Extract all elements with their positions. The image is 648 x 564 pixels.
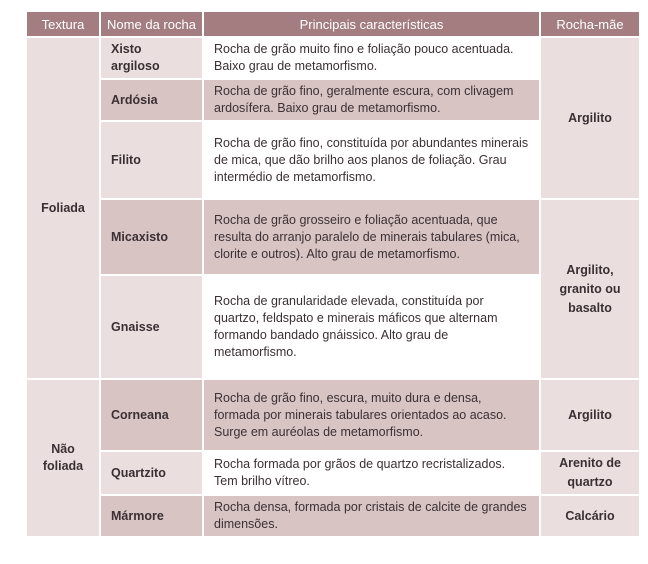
header-texture: Textura bbox=[26, 11, 100, 37]
rock-description: Rocha de grão fino, escura, muito dura e densa, formada por minerais tabulares orientados ao acaso. Surge em auréolas de metamorfismo. bbox=[203, 379, 540, 451]
rock-description: Rocha de granularidade elevada, constituída por quartzo, feldspato e minerais máficos que alternam formando bandado gnáissico. Alto grau de metamorfismo. bbox=[203, 275, 540, 379]
rock-name: Gnaisse bbox=[100, 275, 203, 379]
header-row bbox=[26, 11, 640, 37]
rock-name: Mármore bbox=[100, 495, 203, 537]
rock-name: Corneana bbox=[100, 379, 203, 451]
rock-description: Rocha de grão fino, geralmente escura, com clivagem ardosífera. Baixo grau de metamorfismo. bbox=[203, 79, 540, 121]
table-row bbox=[26, 199, 640, 275]
rock-name: Ardósia bbox=[100, 79, 203, 121]
header-parent-rock: Rocha-mãe bbox=[540, 11, 640, 37]
parent-rock: Calcário bbox=[540, 495, 640, 537]
texture-non-foliated: Não foliada bbox=[26, 379, 100, 537]
rock-name: Xisto argiloso bbox=[100, 37, 203, 79]
header-features: Principais características bbox=[203, 11, 540, 37]
rock-name: Quartzito bbox=[100, 451, 203, 495]
table-row bbox=[26, 451, 640, 495]
parent-rock: Argilito, granito ou basalto bbox=[540, 199, 640, 379]
rock-description: Rocha de grão grosseiro e foliação acentuada, que resulta do arranjo paralelo de minerais tabulares (mica, clorite e outros). Alto grau de metamorfismo. bbox=[203, 199, 540, 275]
parent-rock: Arenito de quartzo bbox=[540, 451, 640, 495]
rock-table bbox=[25, 10, 641, 538]
parent-rock: Argilito bbox=[540, 379, 640, 451]
rock-description: Rocha densa, formada por cristais de calcite de grandes dimensões. bbox=[203, 495, 540, 537]
rock-description: Rocha formada por grãos de quartzo recristalizados. Tem brilho vítreo. bbox=[203, 451, 540, 495]
texture-foliated: Foliada bbox=[26, 37, 100, 379]
parent-rock: Argilito bbox=[540, 37, 640, 199]
rock-name: Filito bbox=[100, 121, 203, 199]
rock-description: Rocha de grão muito fino e foliação pouco acentuada. Baixo grau de metamorfismo. bbox=[203, 37, 540, 79]
table-row bbox=[26, 379, 640, 451]
rock-description: Rocha de grão fino, constituída por abundantes minerais de mica, que dão brilho aos planos de foliação. Grau intermédio de metamorfismo. bbox=[203, 121, 540, 199]
table-row bbox=[26, 495, 640, 537]
rock-name: Micaxisto bbox=[100, 199, 203, 275]
header-rock-name: Nome da rocha bbox=[100, 11, 203, 37]
table-row bbox=[26, 37, 640, 79]
